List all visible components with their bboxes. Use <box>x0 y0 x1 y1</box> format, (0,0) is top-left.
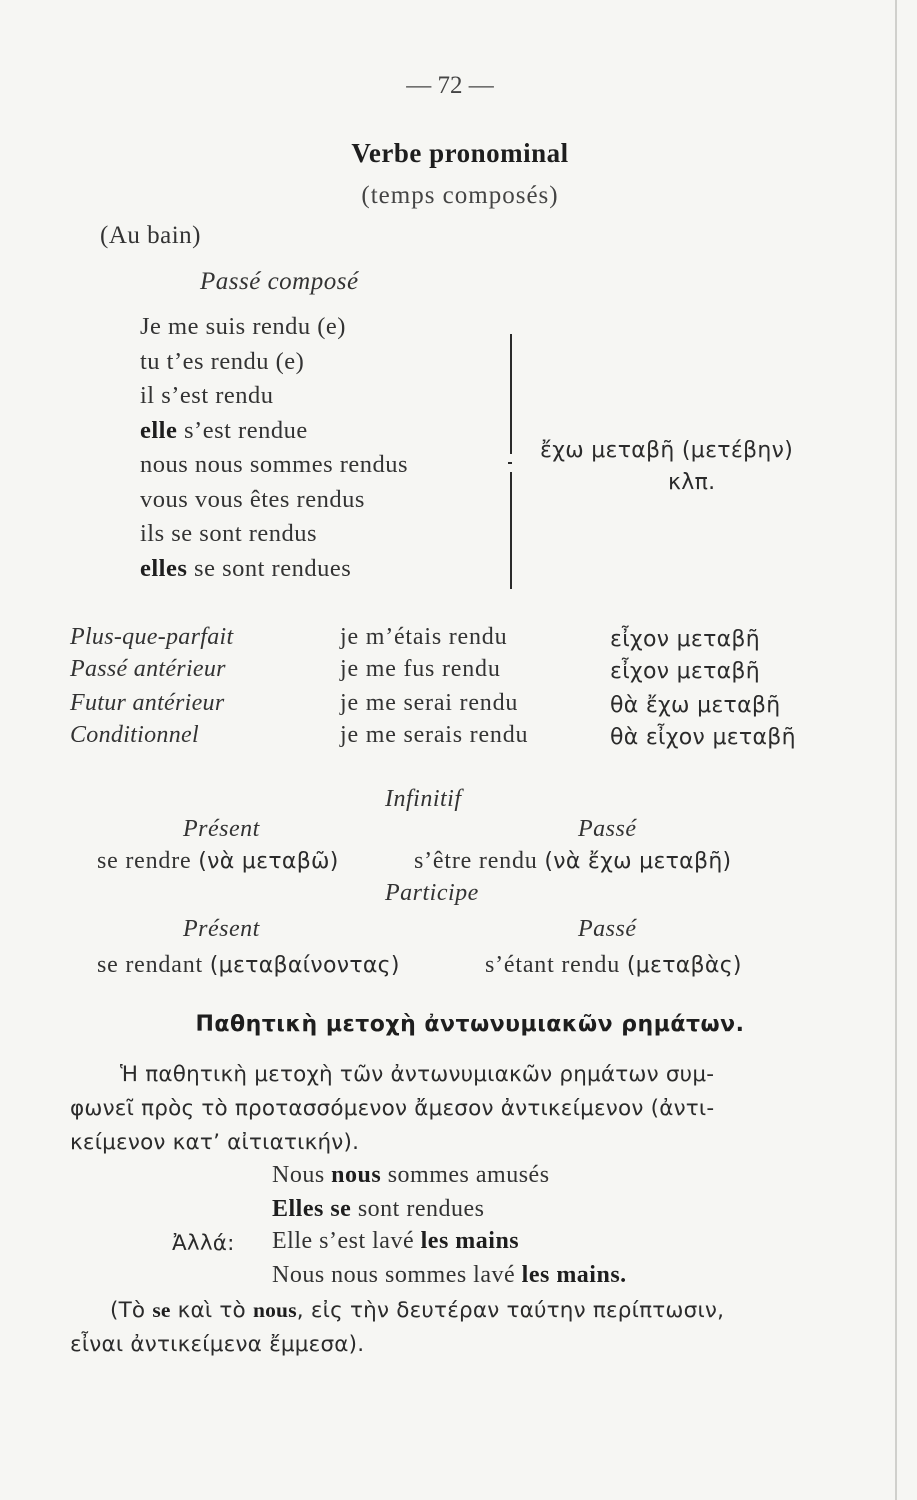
participe-passe: s’étant rendu (μεταβὰς) <box>485 952 742 978</box>
conjugation-line: tu t’es rendu (e) <box>140 347 305 375</box>
paragraph-line: κείμενον κατ’ αἰτιατικήν). <box>70 1130 360 1155</box>
example-line: Elle s’est lavé les mains <box>272 1228 520 1254</box>
passe-compose-heading: Passé composé <box>200 268 359 295</box>
example-line: Nous nous sommes lavé les mains. <box>272 1262 627 1288</box>
participe-passe-label: Passé <box>578 916 637 942</box>
infinitif-passe-label: Passé <box>578 816 637 842</box>
page-title: Verbe pronominal <box>351 138 569 168</box>
tense-greek: θὰ ἔχω μεταβῆ <box>610 693 781 718</box>
conjugation-line: il s’est rendu <box>140 382 274 409</box>
example-line: Elles se sont rendues <box>272 1196 485 1222</box>
conjugation-line: elles se sont rendues <box>140 554 352 582</box>
conjugation-line: Je me suis rendu (e) <box>140 313 346 340</box>
example-line: Nous nous sommes amusés <box>272 1162 550 1188</box>
tense-label: Plus-que-parfait <box>70 624 234 650</box>
participe-present: se rendant (μεταβαίνοντας) <box>97 952 400 978</box>
tense-french: je me fus rendu <box>340 656 501 682</box>
infinitif-present: se rendre (νὰ μεταβῶ) <box>97 848 339 874</box>
tense-label: Futur antérieur <box>70 690 225 716</box>
conjugation-line: ils se sont rendus <box>140 520 318 547</box>
infinitif-passe: s’être rendu (νὰ ἔχω μεταβῆ) <box>414 848 732 874</box>
participe-heading: Participe <box>385 880 479 906</box>
conjugation-list <box>140 310 408 586</box>
infinitif-heading: Infinitif <box>385 786 462 812</box>
conjugation-line: vous vous êtes rendus <box>140 485 365 513</box>
page-edge <box>895 0 897 1500</box>
participe-present-label: Présent <box>183 916 260 942</box>
note-line: εἶναι ἀντικείμενα ἔμμεσα). <box>70 1332 365 1357</box>
tense-french: je me serais rendu <box>340 722 529 748</box>
conjugation-line: nous nous sommes rendus <box>140 451 409 478</box>
page-subtitle: (temps composés) <box>361 182 559 209</box>
section-heading: Παθητικὴ μετοχὴ ἀντωνυμιακῶν ρημάτων. <box>195 1012 745 1037</box>
tense-french: je m’étais rendu <box>340 624 508 650</box>
tense-greek: θὰ εἶχον μεταβῆ <box>610 725 796 750</box>
page-number: — 72 — <box>406 72 494 99</box>
greek-etc: κλπ. <box>668 470 716 495</box>
paragraph-line: φωνεῖ πρὸς τὸ προτασσόμενον ἄμεσον ἀντικείμενον (ἀντι- <box>70 1096 715 1121</box>
tense-french: je me serai rendu <box>340 690 519 716</box>
note-line: (Τὸ se καὶ τὸ nous, εἰς τὴν δευτέραν ταύτην περίπτωσιν, <box>110 1298 725 1323</box>
tense-greek: εἶχον μεταβῆ <box>610 659 761 684</box>
tense-greek: εἶχον μεταβῆ <box>610 627 761 652</box>
paragraph-line: Ἡ παθητικὴ μετοχὴ τῶν ἀντωνυμιακῶν ρημάτων συμ- <box>120 1062 715 1087</box>
infinitif-present-label: Présent <box>183 816 260 842</box>
context-label: (Au bain) <box>100 222 201 249</box>
alla-label: Ἀλλά: <box>172 1231 235 1256</box>
conjugation-line: elle s’est rendue <box>140 416 308 444</box>
tense-label: Passé antérieur <box>70 656 226 682</box>
tense-label: Conditionnel <box>70 722 199 748</box>
greek-equivalent: ἔχω μεταβῆ (μετέβην) <box>540 438 794 463</box>
brace-line <box>508 334 512 589</box>
